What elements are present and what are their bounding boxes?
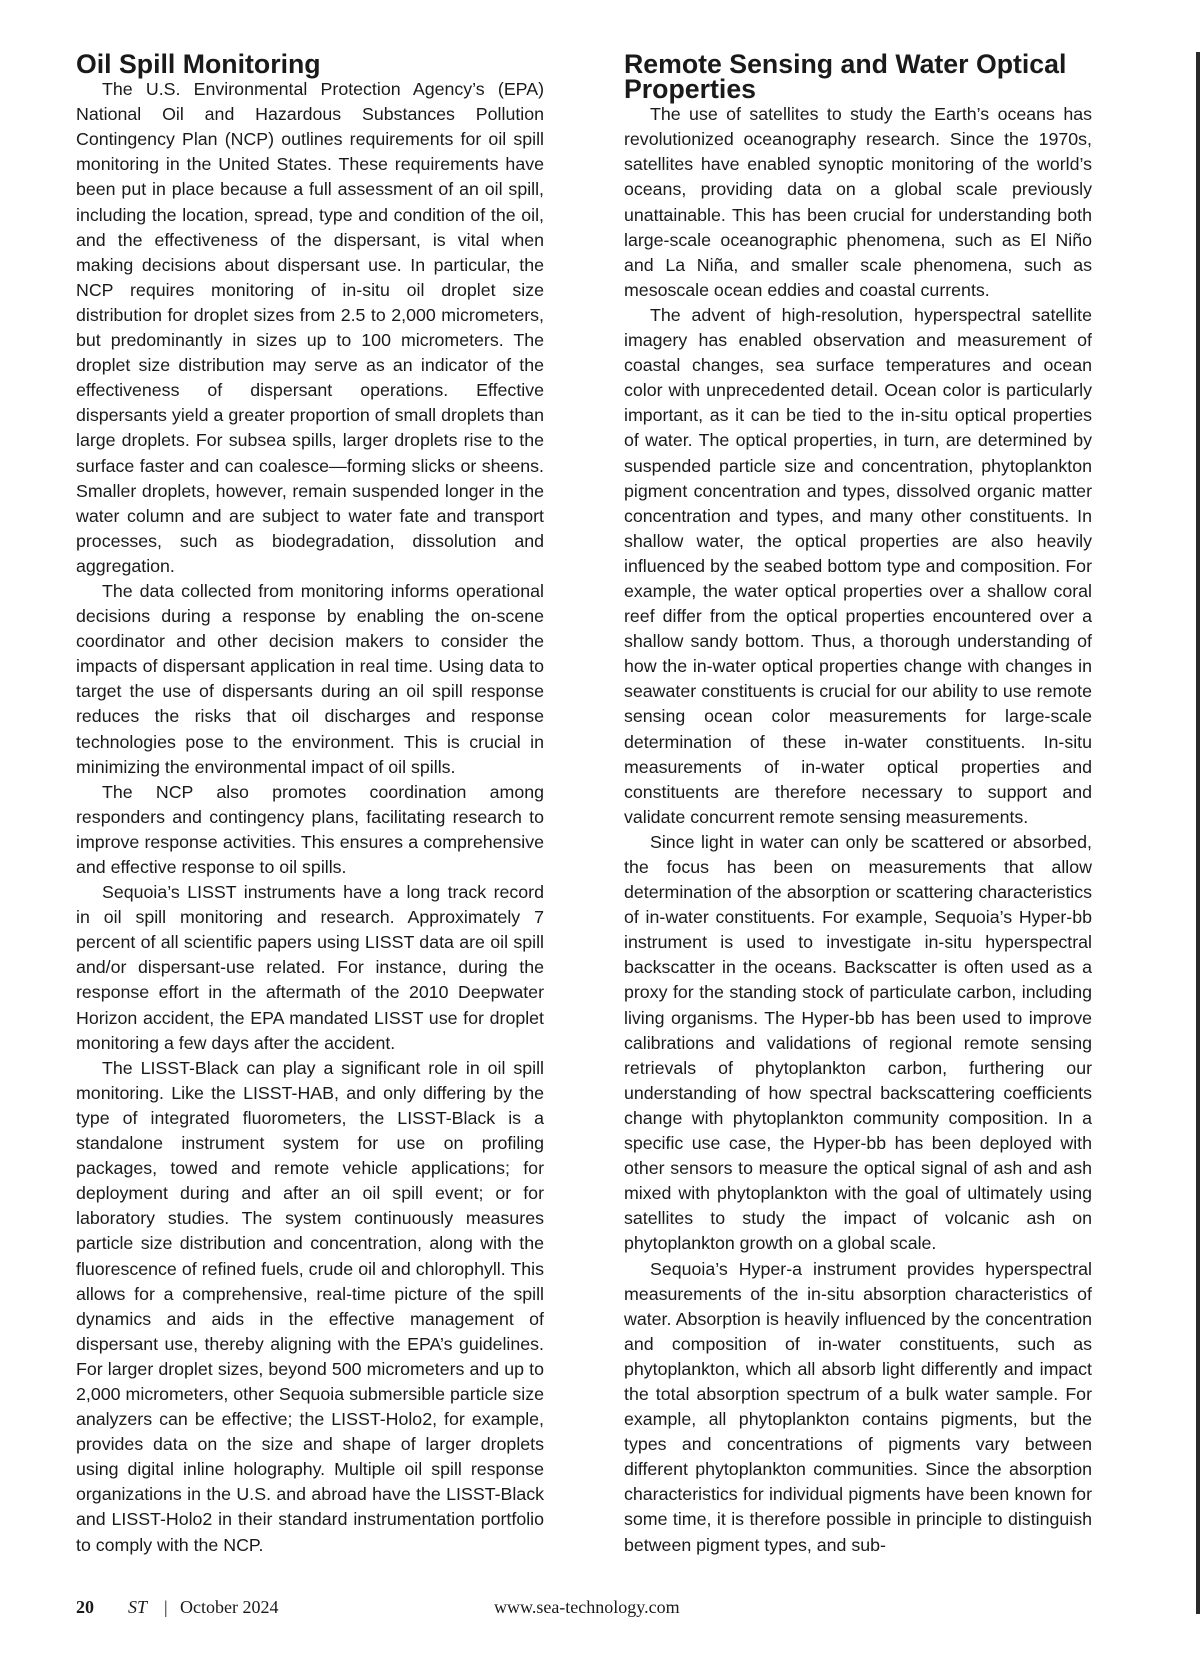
left-column: [76, 49, 544, 1558]
paragraph: Sequoia’s LISST instruments have a long track record in oil spill monitoring and research. Approximately 7 percent of all scientific papers using LISST data are oil spill and/or dispersant-use related. For instance, during the response effort in the aftermath of the 2010 Deepwater Horizon accident, the EPA mandated LISST use for droplet monitoring a few days after the accident.: [76, 882, 544, 1053]
section-heading-oil-spill: Oil Spill Monitoring: [76, 49, 321, 79]
website-url: www.sea-technology.com: [494, 1597, 680, 1617]
paragraph: The U.S. Environmental Protection Agency’s (EPA) National Oil and Hazardous Substances Pollution Contingency Plan (NCP) outlines requirements for oil spill monitoring in the United States. These requirements have been put in place because a full assessment of an oil spill, including the location, spread, type and condition of the oil, and the effectiveness of the dispersant, is vital when making decisions about dispersant use. In particular, the NCP requires monitoring of in-situ oil droplet size distribution for droplet sizes from 2.5 to 2,000 micrometers, but predominantly in sizes up to 100 micrometers. The droplet size distribution may serve as an indicator of the effectiveness of dispersant operations. Effective dispersants yield a greater proportion of small droplets than large droplets. For subsea spills, larger droplets rise to the surface faster and can coalesce—forming slicks or sheens. Smaller droplets, however, remain suspended longer in the water column and are subject to water fate and transport processes, such as biodegradation, dissolution and aggregation.: [76, 79, 544, 576]
paragraph: The data collected from monitoring informs operational decisions during a response by enabling the on-scene coordinator and other decision makers to consider the impacts of dispersant application in real time. Using data to target the use of dispersants during an oil spill response reduces the risks that oil discharges and response technologies pose to the environment. This is crucial in minimizing the environmental impact of oil spills.: [76, 580, 544, 777]
paragraph: Since light in water can only be scattered or absorbed, the focus has been on measurements that allow determination of the absorption or scattering characteristics of in-water constituents. For example, Sequoia’s Hyper-bb instrument is used to investigate in-situ hyperspectral backscatter in the oceans. Backscatter is often used as a proxy for the standing stock of particulate carbon, including living organisms. The Hyper-bb has been used to improve calibrations and validations of regional remote sensing retrievals of phytoplankton carbon, furthering our understanding of how spectral backscattering coefficients change with phytoplankton community composition. In a specific use case, the Hyper-bb has been deployed with other sensors to measure the optical signal of ash and ash mixed with phytoplankton with the goal of ultimately using satellites to study the impact of volcanic ash on phytoplankton growth on a global scale.: [624, 831, 1092, 1254]
paragraph: The LISST-Black can play a significant role in oil spill monitoring. Like the LISST-HAB, and only differing by the type of integrated fluorometers, the LISST-Black is a standalone instrument system for use on profiling packages, towed and remote vehicle applications; for deployment during and after an oil spill event; or for laboratory studies. The system continuously measures particle size distribution and concentration, along with the fluorescence of refined fuels, crude oil and chlorophyll. This allows for a comprehensive, real-time picture of the spill dynamics and aids in the effective management of dispersant use, thereby aligning with the EPA’s guidelines. For larger droplet sizes, beyond 500 micrometers and up to 2,000 micrometers, other Sequoia submersible particle size analyzers can be effective; the LISST-Holo2, for example, provides data on the size and shape of larger droplets using digital inline holography. Multiple oil spill response organizations in the U.S. and abroad have the LISST-Black and LISST-Holo2 in their standard instrumentation portfolio to comply with the NCP.: [76, 1057, 544, 1555]
page-edge-bar: [1196, 52, 1200, 1614]
section-heading-remote-sensing: Remote Sensing and Water Optical Properties: [624, 49, 1067, 105]
paragraph: Sequoia’s Hyper-a instrument provides hyperspectral measurements of the in-situ absorption characteristics of water. Absorption is heavily influenced by the concentration and composition of in-water constituents, such as phytoplankton, which all absorb light differently and impact the total absorption spectrum of a bulk water sample. For example, all phytoplankton contains pigments, but the types and concentrations of pigments vary between different phytoplankton communities. Since the absorption characteristics for individual pigments have been known for some time, it is therefore possible in principle to distinguish between pigment types, and sub-: [624, 1258, 1092, 1555]
magazine-abbrev: ST: [128, 1597, 148, 1617]
issue-date: October 2024: [180, 1597, 279, 1617]
paragraph: The NCP also promotes coordination among responders and contingency plans, facilitating research to improve response activities. This ensures a comprehensive and effective response to oil spills.: [76, 781, 544, 877]
paragraph: The use of satellites to study the Earth’s oceans has revolutionized oceanography research. Since the 1970s, satellites have enabled synoptic monitoring of the world’s oceans, providing data on a global scale previously unattainable. This has been crucial for understanding both large-scale oceanographic phenomena, such as El Niño and La Niña, and smaller scale phenomena, such as mesoscale ocean eddies and coastal currents.: [624, 104, 1092, 300]
right-column: [624, 49, 1092, 1558]
footer-separator: |: [164, 1597, 168, 1617]
paragraph: The advent of high-resolution, hyperspectral satellite imagery has enabled observation and measurement of coastal changes, sea surface temperatures and ocean color with unprecedented detail. Ocean color is particularly important, as it can be tied to the in-situ optical properties of water. The optical properties, in turn, are determined by suspended particle size and concentration, phytoplankton pigment concentration and types, dissolved organic matter concentration and types, and many other constituents. In shallow water, the optical properties are also heavily influenced by the seabed bottom type and composition. For example, the water optical properties over a shallow coral reef differ from the optical properties encountered over a shallow sandy bottom. Thus, a thorough understanding of how the in-water optical properties change with changes in seawater constituents is crucial for our ability to use remote sensing ocean color measurements for large-scale determination of these in-water constituents. In-situ measurements of in-water optical properties and constituents are therefore necessary to support and validate concurrent remote sensing measurements.: [624, 304, 1092, 827]
page-number: 20: [76, 1597, 94, 1617]
page-footer: [76, 1597, 1126, 1623]
